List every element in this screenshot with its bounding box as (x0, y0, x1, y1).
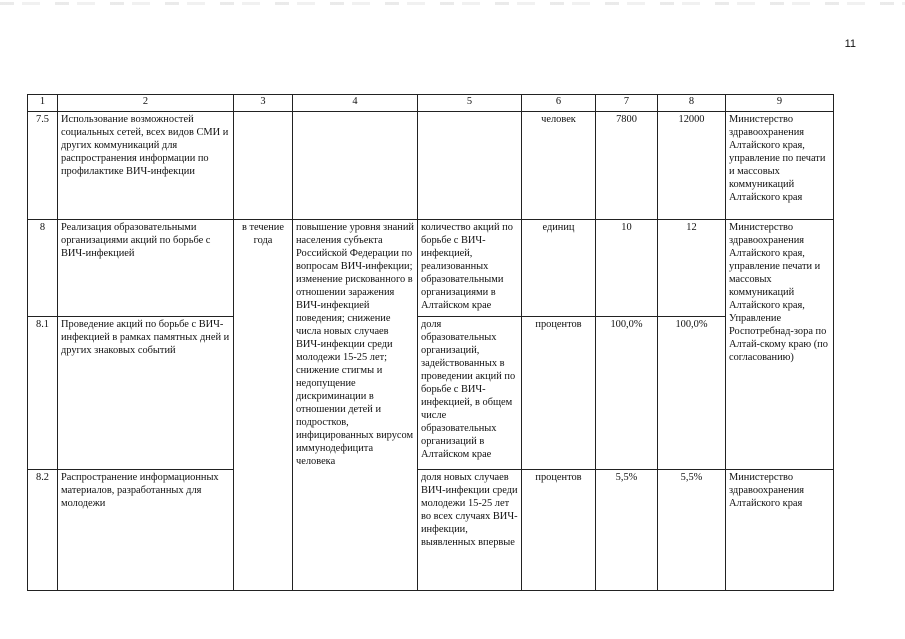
header-cell-4: 4 (293, 95, 418, 112)
value-8-cell: 5,5% (658, 470, 726, 591)
scan-artifact (0, 2, 905, 5)
header-cell-1: 1 (28, 95, 58, 112)
table-row (28, 470, 834, 591)
header-cell-5: 5 (418, 95, 522, 112)
term-cell (234, 112, 293, 220)
row-number: 8 (28, 220, 58, 317)
table-row (28, 317, 834, 470)
action-plan-table (27, 94, 834, 591)
row-number: 8.2 (28, 470, 58, 591)
value-8-cell: 12 (658, 220, 726, 317)
result-cell-merged: повышение уровня знаний населения субъекта Российской Федерации по вопросам ВИЧ-инфекции; изменение рискованного в отношении заражения ВИЧ-инфекцией поведения; снижение числа новых случаев ВИЧ-инфекции среди молодежи 15-25 лет; снижение стигмы и недопущение дискриминации в отношении детей и подростков, инфицированных вирусом иммунодефицита человека (293, 220, 418, 591)
value-8-cell: 100,0% (658, 317, 726, 470)
value-7-cell: 10 (596, 220, 658, 317)
value-7-cell: 5,5% (596, 470, 658, 591)
result-cell (293, 112, 418, 220)
header-cell-6: 6 (522, 95, 596, 112)
executor-cell-merged: Министерство здравоохранения Алтайского края, управление печати и массовых коммуникаций Алтайского края, Управление Роспотребнад-зора по Алтай-скому краю (по согласованию) (726, 220, 834, 470)
indicator-cell: количество акций по борьбе с ВИЧ-инфекцией, реализованных образовательными организациями в Алтайском крае (418, 220, 522, 317)
value-7-cell: 7800 (596, 112, 658, 220)
header-cell-9: 9 (726, 95, 834, 112)
value-7-cell: 100,0% (596, 317, 658, 470)
indicator-cell: доля новых случаев ВИЧ-инфекции среди молодежи 15-25 лет во всех случаях ВИЧ-инфекции, выявленных впервые (418, 470, 522, 591)
executor-cell: Министерство здравоохранения Алтайского края, управление по печати и массовых коммуникаций Алтайского края (726, 112, 834, 220)
header-row (28, 95, 834, 112)
row-number: 7.5 (28, 112, 58, 220)
indicator-cell (418, 112, 522, 220)
term-cell-merged: в течение года (234, 220, 293, 591)
header-cell-2: 2 (58, 95, 234, 112)
page-number: 11 (844, 38, 856, 50)
event-cell: Проведение акций по борьбе с ВИЧ-инфекцией в рамках памятных дней и других знаковых событий (58, 317, 234, 470)
event-cell: Реализация образовательными организациями акций по борьбе с ВИЧ-инфекцией (58, 220, 234, 317)
event-cell: Распространение информационных материалов, разработанных для молодежи (58, 470, 234, 591)
executor-cell: Министерство здравоохранения Алтайского края (726, 470, 834, 591)
event-cell: Использование возможностей социальных сетей, всех видов СМИ и других коммуникаций для распространения информации по профилактике ВИЧ-инфекции (58, 112, 234, 220)
row-number: 8.1 (28, 317, 58, 470)
unit-cell: единиц (522, 220, 596, 317)
value-8-cell: 12000 (658, 112, 726, 220)
unit-cell: процентов (522, 470, 596, 591)
table-row (28, 112, 834, 220)
header-cell-3: 3 (234, 95, 293, 112)
header-cell-8: 8 (658, 95, 726, 112)
table-row (28, 220, 834, 317)
unit-cell: человек (522, 112, 596, 220)
unit-cell: процентов (522, 317, 596, 470)
indicator-cell: доля образовательных организаций, задействованных в проведении акций по борьбе с ВИЧ-инфекцией, в общем числе образовательных организаций в Алтайском крае (418, 317, 522, 470)
header-cell-7: 7 (596, 95, 658, 112)
